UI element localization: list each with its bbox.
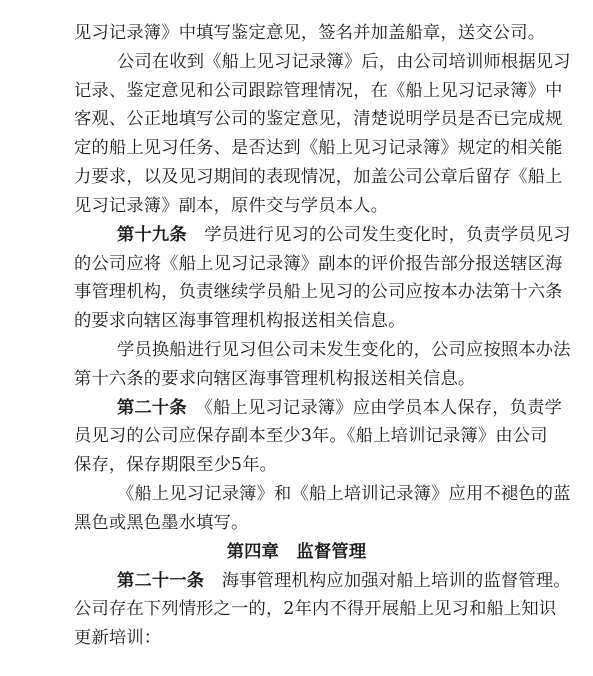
article-19-line [117,221,571,250]
paragraph-line: 见习记录簿》副本，原件交与学员本人。 [74,195,389,216]
paragraph-line: 力要求，以及见习期间的表现情况，加盖公司公章后留存《船上 [74,167,563,188]
article-19-text: 学员进行见习的公司发生变化时，负责学员见习 [204,224,571,245]
paragraph-line: 的公司应将《船上见习记录簿》副本的评价报告部分报送辖区海 [74,253,563,274]
article-20-text: 《船上见习记录簿》应由学员本人保存，负责学 [204,397,563,418]
paragraph-line: 学员换船进行见习但公司未发生变化的，公司应按照本办法 [117,340,571,360]
paragraph-line: 见习记录簿》中填写鉴定意见，签名并加盖船章，送交公司。 [74,23,546,43]
article-19-heading: 第十九条 [117,224,187,245]
paragraph-line: 公司存在下列情形之一的，2年内不得开展船上见习和船上知识 [74,599,557,620]
article-20-heading: 第二十条 [117,397,187,418]
paragraph-line: 客观、公正地填写公司的鉴定意见，清楚说明学员是否已完成规 [74,109,563,130]
paragraph-line: 记录、鉴定意见和公司跟踪管理情况，在《船上见习记录簿》中 [74,80,563,101]
paragraph-line: 保存，保存期限至少5年。 [74,455,278,476]
paragraph-line: 的要求向辖区海事管理机构报送相关信息。 [74,311,406,332]
paragraph-line: 黑色或黑色墨水填写。 [74,512,249,533]
article-21-heading: 第二十一条 [117,570,205,591]
paragraph-line: 事管理机构，负责继续学员船上见习的公司应按本办法第十六条 [74,282,563,303]
paragraph-line: 员见习的公司应保存副本至少3年。《船上培训记录簿》由公司 [74,426,548,447]
article-20-line [117,394,562,423]
paragraph-line: 更新培训： [74,628,162,649]
paragraph-line: 公司在收到《船上见习记录簿》后，由公司培训师根据见习 [117,51,571,72]
paragraph-line: 第十六条的要求向辖区海事管理机构报送相关信息。 [74,368,476,389]
chapter-heading: 第四章 监督管理 [226,541,367,562]
article-21-text: 海事管理机构应加强对船上培训的监督管理。 [221,570,571,591]
paragraph-line: 定的船上见习任务、是否达到《船上见习记录簿》规定的相关能 [74,138,563,159]
article-21-line [117,567,571,596]
paragraph-line: 《船上见习记录簿》和《船上培训记录簿》应用不褪色的蓝 [117,484,571,505]
